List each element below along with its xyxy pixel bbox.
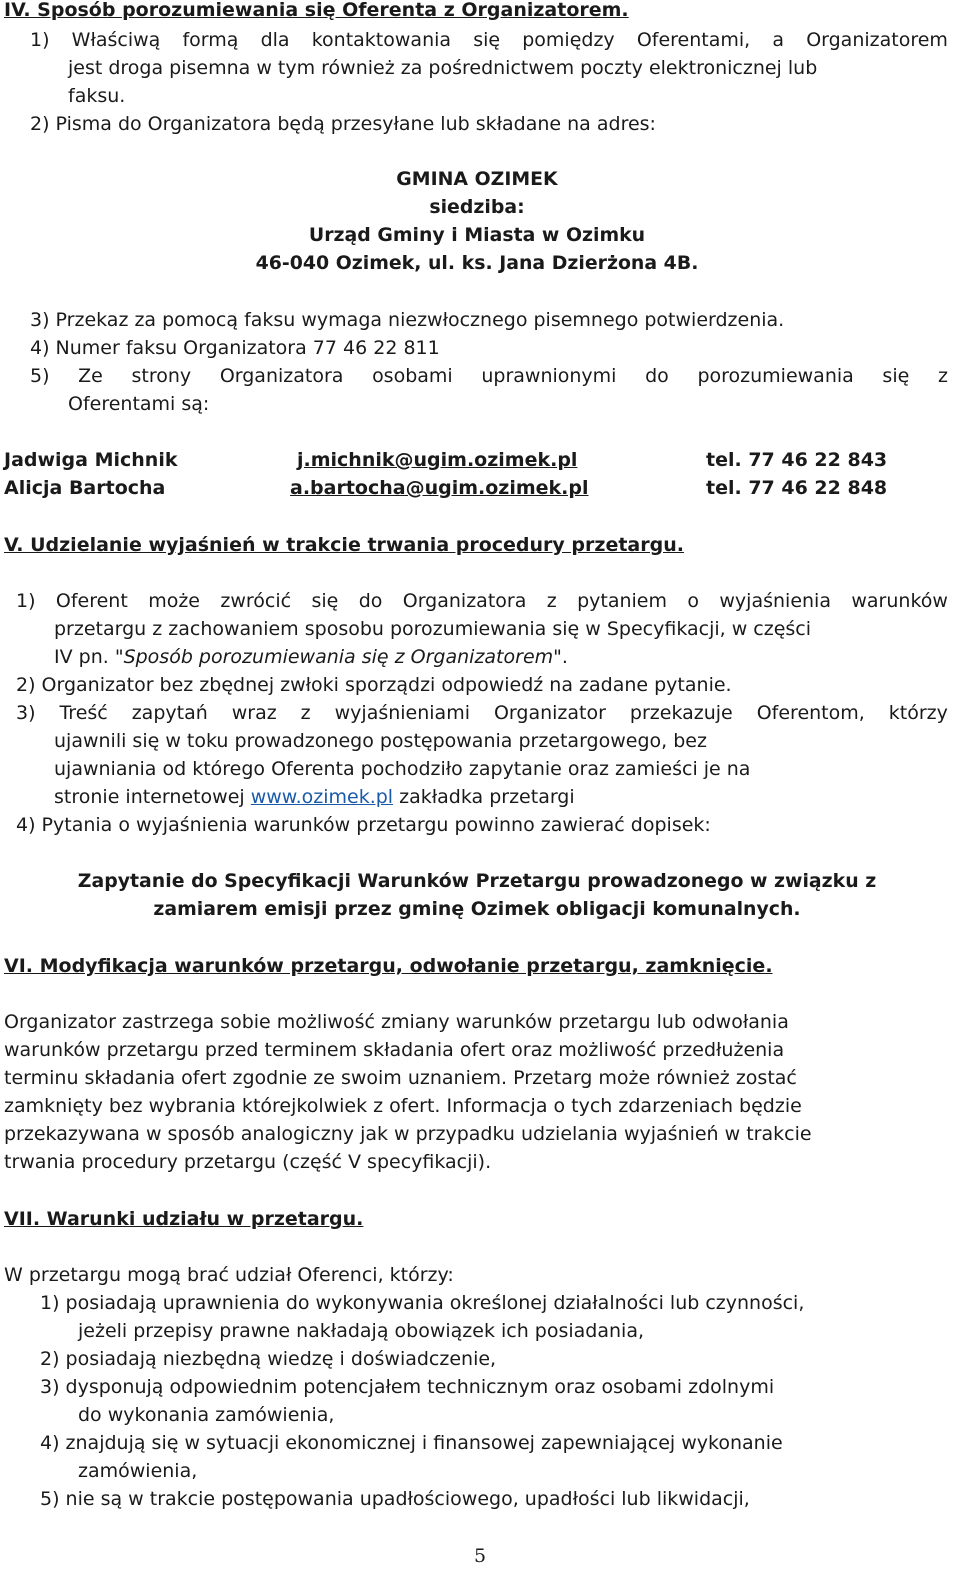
s6-body-line: warunków przetargu przed terminem składania ofert oraz możliwość przedłużenia bbox=[4, 1039, 785, 1061]
s5-p3-line4 bbox=[54, 783, 575, 811]
contact-name: Jadwiga Michnik bbox=[4, 449, 178, 471]
word: o bbox=[687, 590, 700, 612]
word: porozumiewania bbox=[697, 365, 854, 387]
s4-p1-line1 bbox=[30, 26, 948, 54]
word: dla bbox=[260, 29, 290, 51]
s5-p1-italic-title: Sposób porozumiewania się z Organizatorem bbox=[123, 646, 554, 668]
word: Organizatorem bbox=[806, 29, 948, 51]
word: się bbox=[473, 29, 501, 51]
s5-p1-end-b: ". bbox=[553, 646, 568, 668]
word: osobami bbox=[372, 365, 453, 387]
s7-item-4-line1: 4) znajdują się w sytuacji ekonomicznej i finansowej zapewniającej wykonanie bbox=[40, 1432, 783, 1454]
s5-p1-end-a: IV pn. " bbox=[54, 646, 124, 668]
s5-p3-line1 bbox=[16, 699, 948, 727]
s5-p1-line1 bbox=[16, 587, 948, 615]
address-line-3: Urząd Gminy i Miasta w Ozimku bbox=[308, 224, 646, 246]
word: pytaniem bbox=[577, 590, 668, 612]
address-line-4: 46-040 Ozimek, ul. ks. Jana Dzierżona 4B. bbox=[255, 252, 699, 274]
word: z bbox=[937, 365, 948, 387]
s7-item-3-line2: do wykonania zamówienia, bbox=[78, 1404, 335, 1426]
s4-p5-line2: Oferentami są: bbox=[68, 393, 210, 415]
contact-email[interactable]: a.bartocha@ugim.ozimek.pl bbox=[290, 477, 589, 499]
contact-email[interactable]: j.michnik@ugim.ozimek.pl bbox=[297, 449, 578, 471]
section-v-heading: V. Udzielanie wyjaśnień w trakcie trwania procedury przetargu. bbox=[4, 534, 684, 556]
word: 1) bbox=[30, 29, 50, 51]
word: z bbox=[546, 590, 557, 612]
word: Oferent bbox=[55, 590, 128, 612]
word: a bbox=[772, 29, 785, 51]
word: Ze bbox=[78, 365, 103, 387]
word: wraz bbox=[231, 702, 277, 724]
s5-p1-line2: przetargu z zachowaniem sposobu porozumiewania się w Specyfikacji, w części bbox=[54, 618, 812, 640]
word: zwrócić bbox=[220, 590, 292, 612]
s7-item-3-line1: 3) dysponują odpowiednim potencjałem technicznym oraz osobami zdolnymi bbox=[40, 1376, 775, 1398]
s6-body-line: zamknięty bez wybrania którejkolwiek z ofert. Informacja o tych zdarzeniach będzie bbox=[4, 1095, 802, 1117]
word: Organizatora bbox=[402, 590, 527, 612]
s7-item-4-line2: zamówienia, bbox=[78, 1460, 198, 1482]
word: wyjaśnieniami bbox=[334, 702, 470, 724]
word: strony bbox=[131, 365, 192, 387]
section-vii-heading: VII. Warunki udziału w przetargu. bbox=[4, 1208, 364, 1230]
s7-item-1-line1: 1) posiadają uprawnienia do wykonywania określonej działalności lub czynności, bbox=[40, 1292, 805, 1314]
word: Treść bbox=[59, 702, 108, 724]
word: 1) bbox=[16, 590, 36, 612]
s6-body-line: Organizator zastrzega sobie możliwość zmiany warunków przetargu lub odwołania bbox=[4, 1011, 789, 1033]
word: zapytań bbox=[131, 702, 208, 724]
word: się bbox=[311, 590, 339, 612]
s7-item-5: 5) nie są w trakcie postępowania upadłościowego, upadłości lub likwidacji, bbox=[40, 1488, 750, 1510]
s5-p2: 2) Organizator bez zbędnej zwłoki sporządzi odpowiedź na zadane pytanie. bbox=[16, 674, 732, 696]
s5-p3-line2: ujawnili się w toku prowadzonego postępowania przetargowego, bez bbox=[54, 730, 707, 752]
s4-p1-line3: faksu. bbox=[68, 85, 126, 107]
s5-p4: 4) Pytania o wyjaśnienia warunków przetargu powinno zawierać dopisek: bbox=[16, 814, 711, 836]
word: którzy bbox=[888, 702, 948, 724]
word: 3) bbox=[16, 702, 36, 724]
s5-p3-last-b: zakładka przetargi bbox=[393, 786, 575, 808]
note-line-2: zamiarem emisji przez gminę Ozimek obligacji komunalnych. bbox=[153, 898, 801, 920]
s6-body-line: przekazywana w sposób analogiczny jak w przypadku udzielania wyjaśnień w trakcie bbox=[4, 1123, 812, 1145]
s5-p1-line3 bbox=[54, 643, 568, 671]
s7-item-1-line2: jeżeli przepisy prawne nakładają obowiązek ich posiadania, bbox=[78, 1320, 645, 1342]
s4-p4: 4) Numer faksu Organizatora 77 46 22 811 bbox=[30, 337, 440, 359]
word: formą bbox=[182, 29, 239, 51]
word: Oferentom, bbox=[756, 702, 865, 724]
word: się bbox=[882, 365, 910, 387]
s7-intro: W przetargu mogą brać udział Oferenci, którzy: bbox=[4, 1264, 454, 1286]
word: warunków bbox=[851, 590, 948, 612]
s5-p3-last-a: stronie internetowej bbox=[54, 786, 251, 808]
word: Organizator bbox=[493, 702, 606, 724]
word: kontaktowania bbox=[311, 29, 452, 51]
s4-p2: 2) Pisma do Organizatora będą przesyłane lub składane na adres: bbox=[30, 113, 656, 135]
contact-phone: tel. 77 46 22 848 bbox=[706, 477, 888, 499]
contact-phone: tel. 77 46 22 843 bbox=[706, 449, 888, 471]
word: do bbox=[645, 365, 669, 387]
word: Organizatora bbox=[219, 365, 344, 387]
section-iv-heading: IV. Sposób porozumiewania się Oferenta z Organizatorem. bbox=[4, 0, 629, 21]
s4-p3: 3) Przekaz za pomocą faksu wymaga niezwłocznego pisemnego potwierdzenia. bbox=[30, 309, 785, 331]
word: do bbox=[358, 590, 383, 612]
s6-body-line: trwania procedury przetargu (część V specyfikacji). bbox=[4, 1151, 492, 1173]
s7-item-2: 2) posiadają niezbędną wiedzę i doświadczenie, bbox=[40, 1348, 497, 1370]
s6-body-line: terminu składania ofert zgodnie ze swoim uznaniem. Przetarg może również zostać bbox=[4, 1067, 797, 1089]
word: z bbox=[300, 702, 311, 724]
address-line-1: GMINA OZIMEK bbox=[396, 168, 558, 190]
word: wyjaśnienia bbox=[719, 590, 831, 612]
website-link[interactable]: www.ozimek.pl bbox=[250, 786, 394, 808]
s4-p1-line2: jest droga pisemna w tym również za pośrednictwem poczty elektronicznej lub bbox=[68, 57, 818, 79]
page-number: 5 bbox=[473, 1545, 487, 1567]
s5-p3-line3: ujawniania od którego Oferenta pochodziło zapytanie oraz zamieści je na bbox=[54, 758, 751, 780]
address-line-2: siedziba: bbox=[429, 196, 525, 218]
note-line-1: Zapytanie do Specyfikacji Warunków Przetargu prowadzonego w związku z bbox=[77, 870, 877, 892]
word: Właściwą bbox=[71, 29, 161, 51]
word: może bbox=[148, 590, 200, 612]
word: uprawnionymi bbox=[481, 365, 617, 387]
word: 5) bbox=[30, 365, 50, 387]
word: przekazuje bbox=[629, 702, 733, 724]
s4-p5-line1 bbox=[30, 362, 948, 390]
section-vi-heading: VI. Modyfikacja warunków przetargu, odwołanie przetargu, zamknięcie. bbox=[4, 955, 773, 977]
word: pomiędzy bbox=[522, 29, 615, 51]
word: Oferentami, bbox=[636, 29, 751, 51]
contact-name: Alicja Bartocha bbox=[4, 477, 166, 499]
